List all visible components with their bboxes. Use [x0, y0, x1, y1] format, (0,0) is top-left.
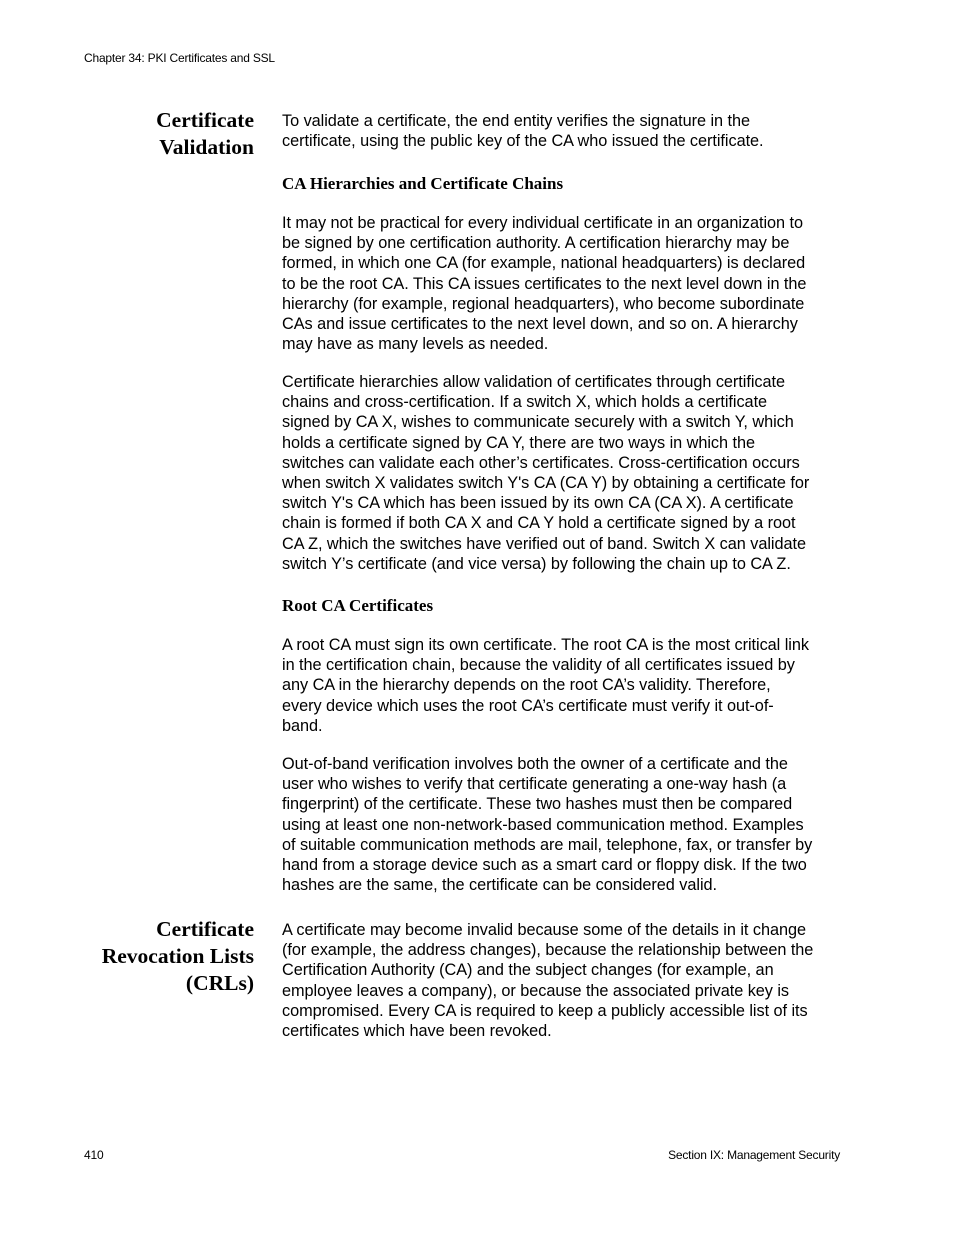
text-line: hand from a storage device such as a smart card or floppy disk. If the two: [282, 856, 807, 875]
text-line: (for example, the address changes), because the relationship between the: [282, 941, 814, 960]
root-paragraph-2: [282, 754, 847, 895]
text-line: when switch X validates switch Y's CA (CA Y) by obtaining a certificate for: [282, 474, 810, 493]
text-line: of suitable communication methods are mail, telephone, fax, or transfer by: [282, 835, 813, 854]
text-line: user who wishes to verify that certificate generating a one-way hash (a: [282, 775, 787, 794]
text-line: switch Y’s certificate (and vice versa) by following the chain up to CA Z.: [282, 554, 791, 573]
section-title-line: Validation: [159, 135, 254, 159]
text-line: employee leaves a company), or because the associated private key is: [282, 981, 790, 1000]
text-line: any CA in the hierarchy depends on the root CA’s validity. Therefore,: [282, 676, 771, 695]
text-line: in the certification chain, because the validity of all certificates issued by: [282, 656, 795, 675]
text-line: formed, in which one CA (for example, national headquarters) is declared: [282, 254, 806, 273]
root-paragraph-1: [282, 635, 847, 736]
text-line: A certificate may become invalid because some of the details in it change: [282, 921, 806, 939]
text-line: hierarchy (for example, regional headquarters), who become subordinate: [282, 294, 805, 313]
text-line: may have as many levels as needed.: [282, 335, 549, 354]
text-line: switches can validate each other’s certificates. Cross-certification occurs: [282, 453, 800, 472]
text-line: using at least one non-network-based communication method. Examples: [282, 815, 804, 834]
text-line: every device which uses the root CA’s certificate must verify it out-of-: [282, 696, 774, 715]
text-line: CAs and issue certificates to the next level down, and so on. A hierarchy: [282, 315, 798, 334]
text-line: be signed by one certification authority. A certification hierarchy may be: [282, 234, 790, 253]
chains-paragraph-2: [282, 372, 847, 574]
text-line: CA Z, which the switches have verified out of band. Switch X can validate: [282, 534, 806, 553]
text-line: Certification Authority (CA) and the subject changes (for example, an: [282, 961, 774, 980]
text-line: band.: [282, 716, 323, 735]
text-line: Certificate hierarchies allow validation of certificates through certificate: [282, 373, 785, 391]
text-line: hashes are the same, the certificate can be considered valid.: [282, 876, 717, 895]
crl-paragraph: [282, 920, 847, 1041]
text-line: holds a certificate signed by CA Y, there are two ways in which the: [282, 433, 755, 452]
subhead-root-ca-certificates: Root CA Certificates: [282, 596, 434, 615]
text-line: A root CA must sign its own certificate. The root CA is the most critical link: [282, 636, 809, 654]
text-line: certificates which have been revoked.: [282, 1022, 552, 1041]
chains-paragraph-1: [282, 213, 847, 354]
text-line: compromised. Every CA is required to keep a publicly accessible list of its: [282, 1001, 808, 1020]
validation-intro-paragraph: [282, 111, 847, 151]
text-line: fingerprint) of the certificate. These two hashes must then be compared: [282, 795, 793, 814]
section-title-certificate-revocation-lists: [54, 916, 254, 997]
running-header: Chapter 34: PKI Certificates and SSL: [84, 51, 275, 65]
section-title-line: Revocation Lists: [101, 944, 254, 968]
text-line: To validate a certificate, the end entity verifies the signature in the: [282, 112, 750, 130]
section-title-line: Certificate: [156, 108, 254, 132]
section-title-line: Certificate: [156, 917, 254, 941]
text-line: chain is formed if both CA X and CA Y hold a certificate signed by a root: [282, 514, 796, 533]
text-line: to be the root CA. This CA issues certificates to the next level down in the: [282, 274, 807, 293]
section-title-certificate-validation: [54, 107, 254, 161]
footer-page-number: 410: [84, 1148, 104, 1162]
text-line: Out-of-band verification involves both the owner of a certificate and the: [282, 755, 788, 773]
text-line: chains and cross-certification. If a switch X, which holds a certificate: [282, 393, 768, 412]
subhead-ca-hierarchies: CA Hierarchies and Certificate Chains: [282, 174, 564, 193]
text-line: certificate, using the public key of the CA who issued the certificate.: [282, 132, 764, 151]
text-line: It may not be practical for every individual certificate in an organization to: [282, 214, 803, 232]
footer-section: Section IX: Management Security: [668, 1148, 840, 1162]
section-title-line: (CRLs): [185, 971, 254, 995]
text-line: signed by CA X, wishes to communicate securely with a switch Y, which: [282, 413, 794, 432]
text-line: switch Y's CA which has been issued by its own CA (CA X). A certificate: [282, 494, 794, 513]
